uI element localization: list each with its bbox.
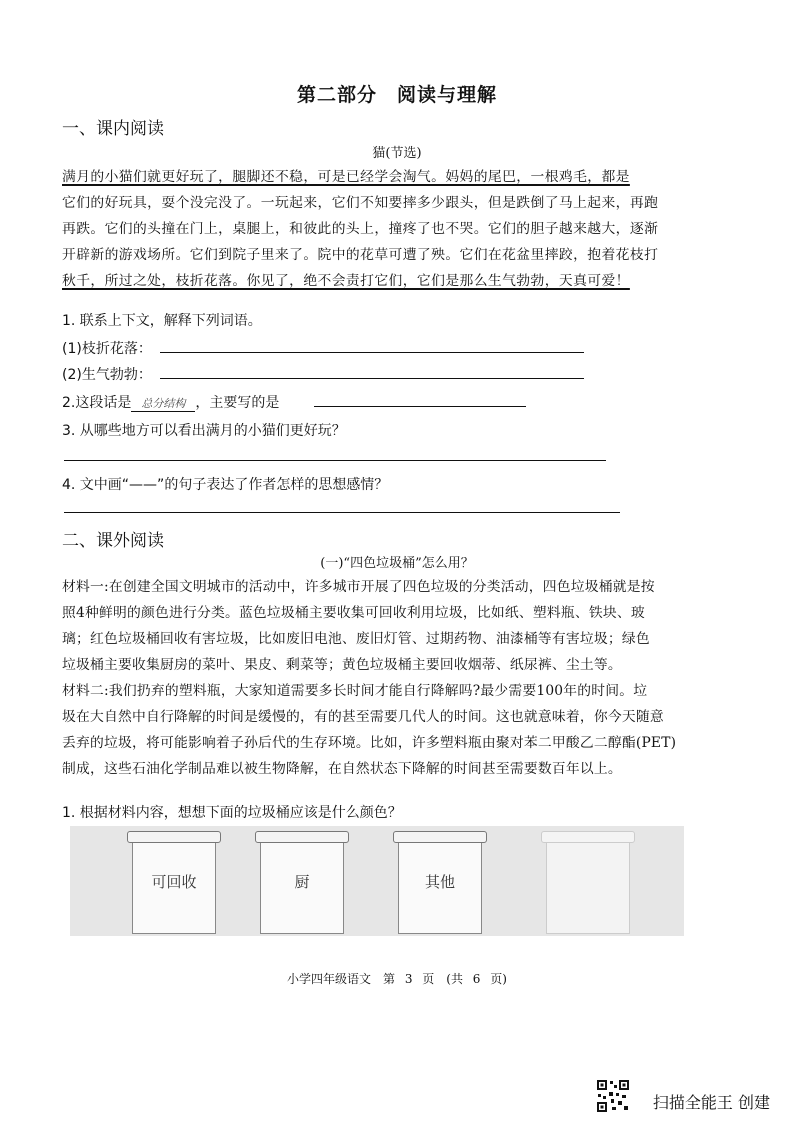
material-2-line-4: 制成，这些石油化学制品难以被生物降解，在自然状态下降解的时间甚至需要数百年以上。	[62, 761, 622, 777]
passage-1-line-1: 满月的小猫们就更好玩了，腿脚还不稳，可是已经学会淘气。妈妈的尾巴，一根鸡毛，都是	[62, 169, 630, 185]
answer-line-1a[interactable]	[160, 352, 584, 353]
question-2	[62, 392, 279, 412]
trash-bin-2	[260, 834, 344, 934]
question-1: 1. 联系上下文，解释下列词语。	[62, 313, 262, 329]
passage-1-line-2: 它们的好玩具，耍个没完没了。一玩起来，它们不知要摔多少跟头，但是跌倒了马上起来，再跑	[62, 195, 659, 211]
question-2-middle: ，主要写的是	[195, 395, 280, 411]
passage-1-title: 猫(节选)	[372, 146, 422, 161]
passage-1-line-3: 再跌。它们的头撞在门上，桌腿上，和彼此的头上，撞疼了也不哭。它们的胆子越来越大，逐渐	[62, 221, 659, 237]
passage-2-title: (一)“四色垃圾桶”怎么用？	[320, 556, 474, 571]
section-2-title: 二、课外阅读	[62, 531, 164, 551]
passage-1-line-4: 开辟新的游戏场所。它们到院子里来了。院中的花草可遭了殃。它们在花盆里摔跤，抱着花枝打	[62, 247, 659, 263]
trash-bin-2-label: 厨	[294, 873, 310, 891]
question-2-prefix: 2.这段话是	[62, 395, 132, 411]
question-3: 3. 从哪些地方可以看出满月的小猫们更好玩？	[62, 423, 346, 439]
trash-bin-lid	[541, 831, 635, 843]
page-footer: 小学四年级语文 第 3 页 (共 6 页)	[287, 972, 507, 986]
passage-2-question-1: 1. 根据材料内容，想想下面的垃圾桶应该是什么颜色？	[62, 805, 402, 821]
question-1b-label: (2)生气勃勃：	[62, 367, 152, 383]
material-1-line-4: 垃圾桶主要收集厨房的菜叶、果皮、剩菜等；黄色垃圾桶主要回收烟蒂、纸尿裤、尘土等。	[62, 657, 622, 673]
trash-bin-3	[398, 834, 482, 934]
trash-bin-lid	[393, 831, 487, 843]
trash-bin-1	[132, 834, 216, 934]
trash-bin-4	[546, 834, 630, 934]
qr-code-icon	[596, 1079, 630, 1113]
trash-bin-1-label: 可回收	[151, 873, 197, 891]
material-2-line-1: 材料二:我们扔弃的塑料瓶，大家知道需要多长时间才能自行降解吗?最少需要100年的时间。垃	[62, 683, 648, 699]
material-2-line-3: 丢弃的垃圾，将可能影响着子孙后代的生存环境。比如，许多塑料瓶由聚对苯二甲酸乙二醇酯(PET)	[62, 735, 677, 751]
material-1-line-3: 璃；红色垃圾桶回收有害垃圾，比如废旧电池、废旧灯管、过期药物、油漆桶等有害垃圾；绿色	[62, 631, 650, 647]
passage-1	[62, 164, 702, 294]
trash-bins-photo	[70, 826, 684, 936]
question-2-handwritten-answer[interactable]: 总分结构	[131, 395, 195, 412]
question-1a-label: (1)枝折花落：	[62, 341, 152, 357]
trash-bin-lid	[127, 831, 221, 843]
answer-line-3[interactable]	[64, 460, 606, 461]
question-4: 4. 文中画“——”的句子表达了作者怎样的思想感情？	[62, 477, 389, 493]
material-1-line-1: 材料一:在创建全国文明城市的活动中，许多城市开展了四色垃圾的分类活动，四色垃圾桶就是按	[62, 579, 655, 595]
passage-2	[62, 574, 722, 782]
answer-line-4[interactable]	[64, 512, 620, 513]
trash-bin-lid	[255, 831, 349, 843]
answer-line-2[interactable]	[314, 406, 526, 407]
answer-line-1b[interactable]	[160, 378, 584, 379]
material-2-line-2: 圾在大自然中自行降解的时间是缓慢的，有的甚至需要几代人的时间。这也就意味着，你今天随意	[62, 709, 664, 725]
material-1-line-2: 照4种鲜明的颜色进行分类。蓝色垃圾桶主要收集可回收利用垃圾，比如纸、塑料瓶、铁块、玻	[62, 605, 645, 621]
page-title: 第二部分 阅读与理解	[296, 84, 497, 106]
trash-bin-3-label: 其他	[424, 873, 455, 891]
section-1-title: 一、课内阅读	[62, 119, 164, 139]
passage-1-line-5: 秋千，所过之处，枝折花落。你见了，绝不会责打它们，它们是那么生气勃勃，天真可爱！	[62, 273, 630, 289]
scanner-watermark: 扫描全能王 创建	[652, 1093, 770, 1112]
